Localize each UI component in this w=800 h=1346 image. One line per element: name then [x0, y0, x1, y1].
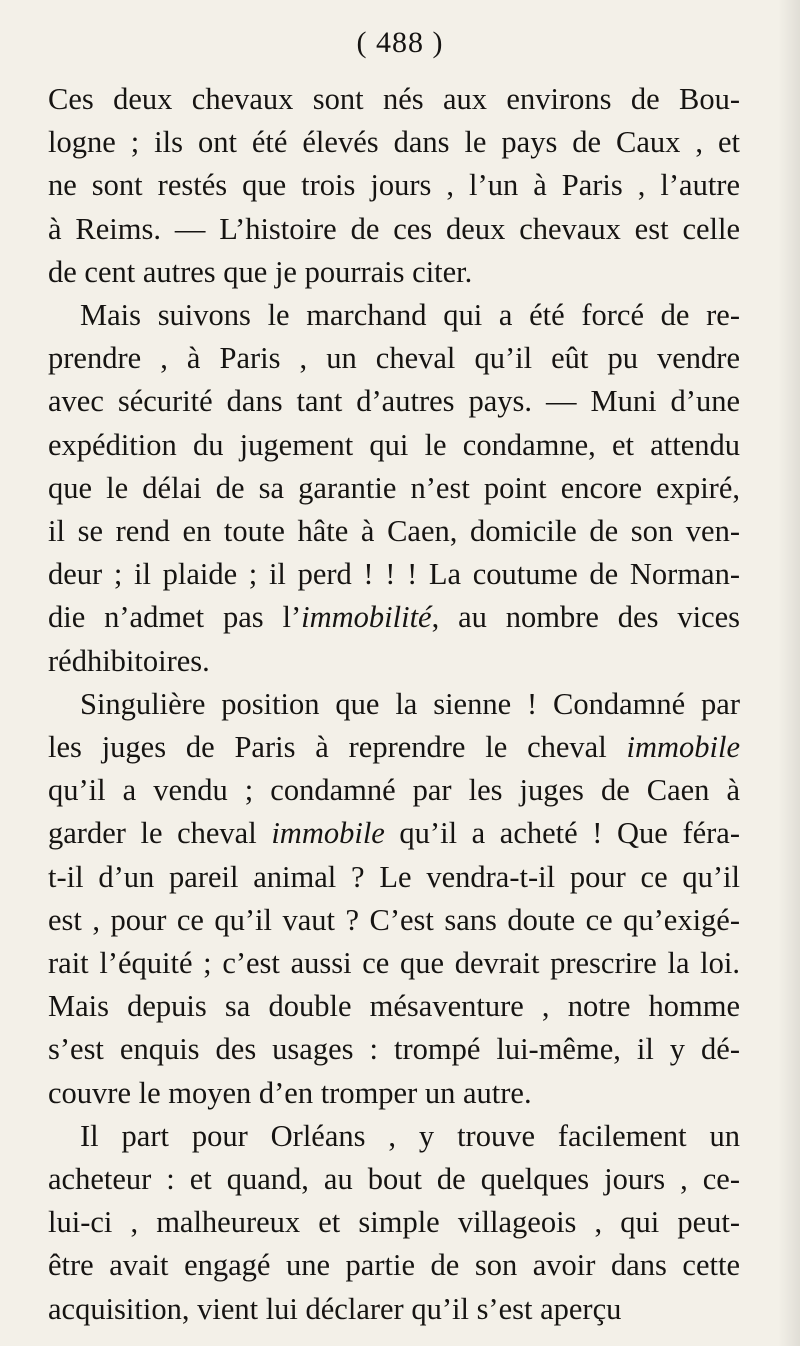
text-segment: Ces deux chevaux sont nés aux environs de Bou-: [48, 82, 740, 116]
italic-text: immobilité: [301, 600, 432, 635]
text-segment: à Reims. — L’histoire de ces deux chevaux est celle: [48, 211, 740, 246]
text-segment: t-il d’un pareil animal ? Le vendra-t-il pour ce qu’il: [48, 859, 740, 894]
text-line: [48, 1157, 740, 1201]
text-segment: avec sécurité dans tant d’autres pays. — Muni d’une: [48, 384, 740, 419]
text-segment: Mais suivons le marchand qui a été forcé de re-: [80, 298, 740, 332]
text-segment: que le délai de sa garantie n’est point encore expiré,: [48, 470, 740, 505]
text-segment: rait l’équité ; c’est aussi ce que devrait prescrire la loi.: [48, 946, 740, 980]
text-line: [48, 811, 740, 855]
text-line: [48, 1287, 740, 1331]
text-segment: , au nombre des vices: [431, 600, 740, 635]
text-segment: s’est enquis des usages : trompé lui-même, il y dé-: [48, 1032, 740, 1067]
text-line: [48, 163, 740, 207]
text-line: [80, 682, 740, 726]
text-segment: qu’il a acheté ! Que féra-: [384, 816, 740, 851]
italic-text: immobile: [626, 730, 740, 764]
text-line: [80, 1114, 740, 1158]
text-segment: acheteur : et quand, au bout de quelques jours , ce-: [48, 1162, 740, 1196]
text-segment: Il part pour Orléans , y trouve facilement un: [80, 1118, 740, 1153]
text-segment: Mais depuis sa double mésaventure , notre homme: [48, 989, 740, 1024]
text-segment: qu’il a vendu ; condamné par les juges de Caen à: [48, 773, 740, 808]
text-segment: est , pour ce qu’il vaut ? C’est sans doute ce qu’exigé-: [48, 902, 740, 937]
text-line: [48, 336, 740, 380]
text-line: [48, 898, 740, 942]
text-segment: les juges de Paris à reprendre le cheval: [48, 730, 627, 764]
text-segment: garder le cheval: [48, 816, 272, 851]
text-line: [48, 207, 740, 251]
text-segment: être avait engagé une partie de son avoir dans cette: [48, 1248, 740, 1283]
text-line: [48, 595, 740, 639]
text-line: [80, 293, 740, 337]
text-line: [48, 423, 740, 467]
text-line: [48, 379, 740, 423]
text-segment: lui-ci , malheureux et simple villageois , qui peut-: [48, 1205, 740, 1240]
text-line: [48, 725, 740, 769]
text-line: [48, 509, 740, 553]
text-segment: prendre , à Paris , un cheval qu’il eût pu vendre: [48, 341, 740, 376]
page-number: ( 488 ): [356, 26, 444, 59]
text-segment: il se rend en toute hâte à Caen, domicile de son ven-: [48, 514, 740, 548]
text-line: [48, 984, 740, 1028]
text-line: [48, 639, 740, 683]
text-segment: Singulière position que la sienne ! Condamné par: [80, 686, 740, 721]
text-line: [48, 1071, 740, 1115]
text-segment: acquisition, vient lui déclarer qu’il s’est aperçu: [48, 1291, 622, 1326]
text-segment: logne ; ils ont été élevés dans le pays de Caux , et: [48, 125, 740, 160]
page-edge-shadow: [778, 0, 800, 1346]
text-line: [48, 941, 740, 985]
text-line: [48, 1243, 740, 1287]
text-segment: expédition du jugement qui le condamne, et attendu: [48, 427, 740, 462]
text-segment: die n’admet pas l’: [48, 600, 302, 635]
text-segment: deur ; il plaide ; il perd ! ! ! La coutume de Norman-: [48, 557, 740, 592]
text-segment: de cent autres que je pourrais citer.: [48, 254, 473, 289]
text-segment: rédhibitoires.: [48, 643, 210, 678]
text-line: [48, 855, 740, 899]
text-segment: ne sont restés que trois jours , l’un à Paris , l’autre: [48, 168, 740, 203]
text-line: [48, 77, 740, 121]
text-segment: couvre le moyen d’en tromper un autre.: [48, 1075, 532, 1110]
text-line: [48, 768, 740, 812]
text-line: [48, 552, 740, 596]
text-line: [48, 466, 740, 510]
text-line: [48, 1200, 740, 1244]
text-line: [48, 120, 740, 164]
text-line: [48, 250, 740, 294]
text-line: [48, 1027, 740, 1071]
italic-text: immobile: [271, 816, 385, 851]
